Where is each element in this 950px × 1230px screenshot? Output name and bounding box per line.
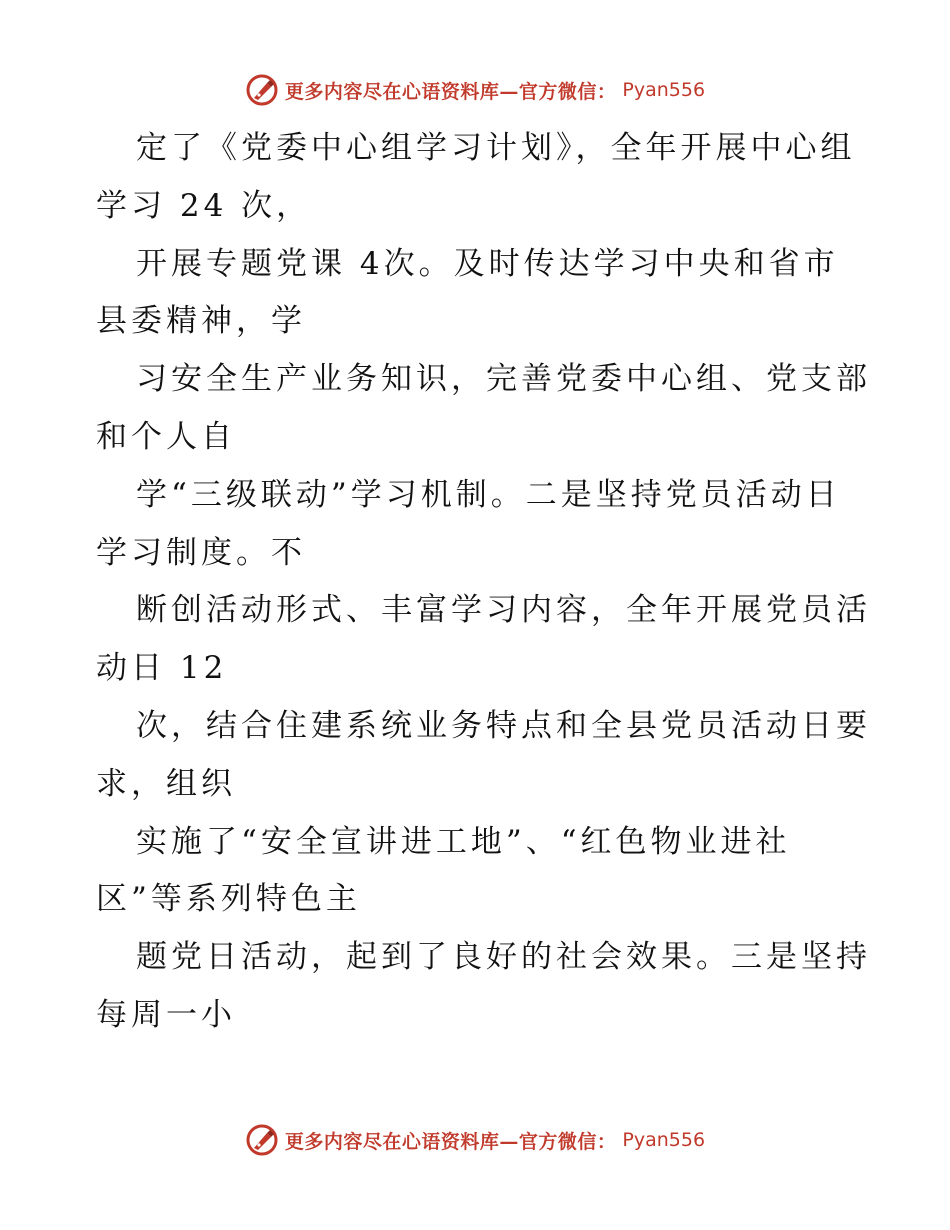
body-line: 学习制度。不 [96, 534, 306, 571]
header-banner-inner [245, 73, 705, 107]
body-line: 习安全生产业务知识，完善党委中心组、党支部 [136, 361, 871, 398]
body-line: 断创活动形式、丰富学习内容，全年开展党员活 [136, 592, 871, 629]
header-banner [0, 70, 950, 110]
pen-nib-logo-icon [245, 73, 279, 107]
footer-banner-wechat: Pyan556 [622, 1129, 706, 1151]
header-banner-text: 更多内容尽在心语资料库—官方微信： [284, 80, 617, 103]
body-line: 每周一小 [96, 996, 236, 1033]
body-line: 题党日活动，起到了良好的社会效果。三是坚持 [136, 939, 871, 976]
body-line: 和个人自 [96, 418, 236, 455]
header-banner-wechat: Pyan556 [622, 79, 706, 101]
body-line: 动日 12 [96, 650, 228, 687]
footer-banner [0, 1120, 950, 1160]
body-line: 定了《党委中心组学习计划》，全年开展中心组 [136, 130, 856, 166]
body-line: 县委精神，学 [96, 303, 306, 340]
footer-banner-inner [245, 1123, 705, 1157]
footer-banner-text: 更多内容尽在心语资料库—官方微信： [284, 1130, 617, 1153]
document-body [96, 120, 871, 1045]
body-line: 学习 24 次， [96, 187, 312, 224]
body-line: 实施了“安全宣讲进工地”、“红色物业进社 [136, 823, 791, 860]
body-line: 次，结合住建系统业务特点和全县党员活动日要 [136, 707, 871, 744]
body-line: 学“三级联动”学习机制。二是坚持党员活动日 [136, 476, 841, 513]
pen-nib-logo-icon [245, 1123, 279, 1157]
body-line: 区”等系列特色主 [96, 881, 361, 918]
body-line: 开展专题党课 4次。及时传达学习中央和省市 [136, 245, 839, 282]
body-line: 求，组织 [96, 765, 236, 802]
